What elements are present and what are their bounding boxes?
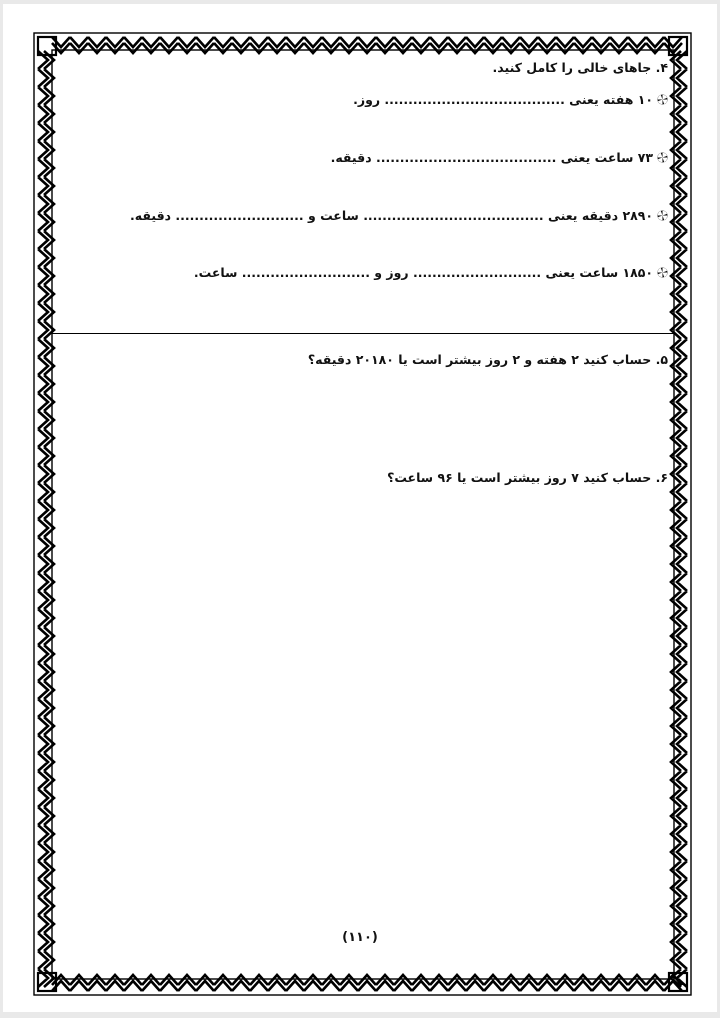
q4-item-1 [353,92,668,107]
q4-item-3-text: ۲۸۹۰ دقیقه یعنی ...................................... ساعت و ........................... دقیقه. [130,208,653,223]
question-5: ۵. حساب کنید ۲ هفته و ۲ روز بیشتر است یا ۲۰۱۸۰ دقیقه؟ [307,352,668,367]
pinwheel-bullet-icon [657,267,668,278]
q4-item-4-text: ۱۸۵۰ ساعت یعنی ........................... روز و ........................... ساعت. [193,265,653,280]
section-divider [52,333,675,334]
q4-item-2-text: ۷۳ ساعت یعنی ...................................... دقیقه. [330,150,653,165]
page-number: (۱۱۰) [342,930,378,945]
question-4-title: ۴. جاهای خالی را کامل کنید. [492,60,668,75]
q4-item-2 [331,150,668,165]
pinwheel-bullet-icon [657,152,668,163]
pinwheel-bullet-icon [657,210,668,221]
q4-item-4 [194,265,668,280]
zigzag-pattern [38,37,687,991]
q4-item-1-text: ۱۰ هفته یعنی ...................................... روز. [353,92,653,107]
question-6: ۶. حساب کنید ۷ روز بیشتر است یا ۹۶ ساعت؟ [387,470,668,485]
q4-item-3 [130,208,668,223]
pinwheel-bullet-icon [657,94,668,105]
